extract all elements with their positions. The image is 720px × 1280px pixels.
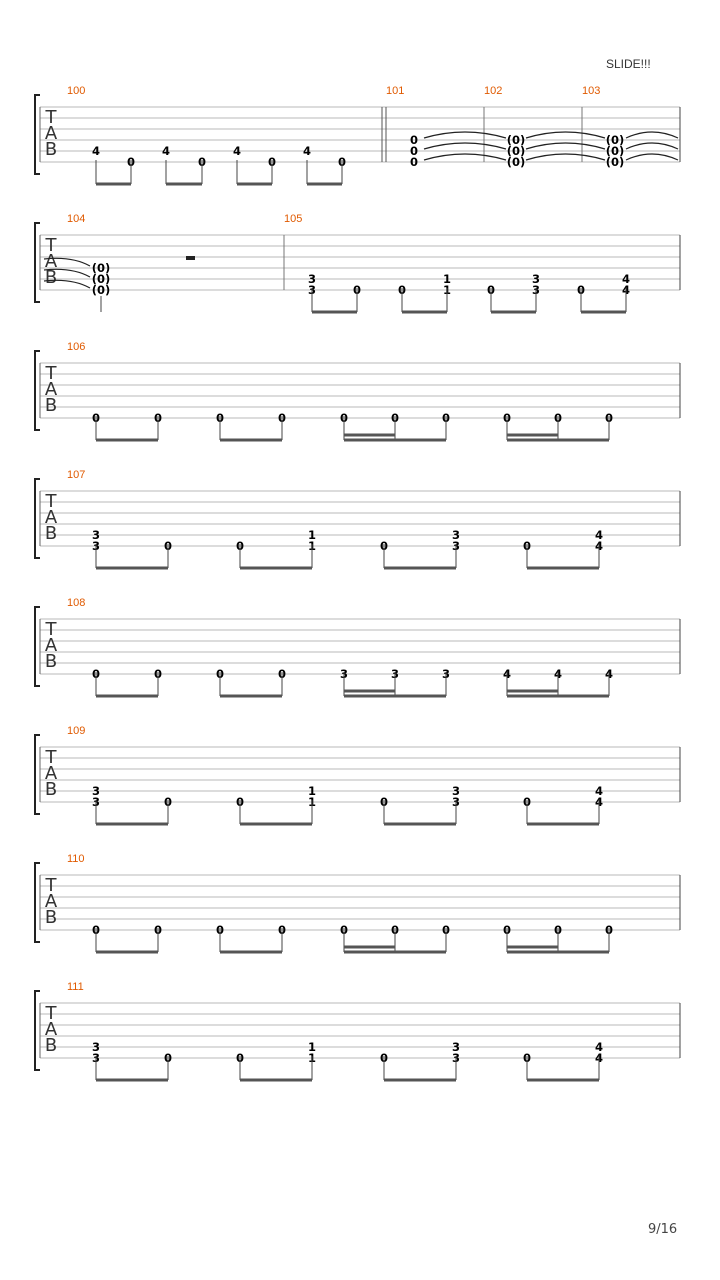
tab-clef-letter: A [44,123,58,144]
fret-number: (0) [91,272,111,286]
fret-number: 1 [442,272,452,286]
tab-clef-letter: T [45,747,57,768]
tab-clef-letter: T [45,235,57,256]
bar-number: 104 [67,213,86,225]
staff-system [35,597,680,696]
fret-number: 4 [604,667,614,681]
fret-number: 3 [307,283,317,297]
fret-number: 0 [91,923,101,937]
tab-clef-letter: B [44,1035,58,1056]
fret-number: 0 [91,411,101,425]
fret-number: 1 [442,283,452,297]
fret-number: 3 [441,667,451,681]
tie-arc [526,132,605,138]
fret-number: 4 [553,667,563,681]
tie-arc [526,143,605,149]
system-bracket [35,223,40,302]
fret-number: 0 [502,411,512,425]
fret-number: 0 [576,283,586,297]
fret-number: 3 [451,539,461,553]
fret-number: 0 [153,667,163,681]
staff-system [35,853,680,952]
tab-clef-letter: B [44,779,58,800]
tab-clef-letter: T [45,363,57,384]
fret-number: 0 [235,795,245,809]
fret-number: 4 [502,667,512,681]
fret-number: 4 [91,144,101,158]
fret-number: 1 [307,1040,317,1054]
fret-number: 0 [337,155,347,169]
fret-number: 3 [91,1051,101,1065]
system-bracket [35,863,40,942]
fret-number: 0 [163,539,173,553]
tab-clef-letter: T [45,491,57,512]
fret-number: 0 [379,539,389,553]
tab-clef-letter: T [45,1003,57,1024]
tab-clef-letter: A [44,635,58,656]
fret-number: 0 [163,1051,173,1065]
bar-number: 103 [582,85,601,97]
fret-number: 0 [390,411,400,425]
fret-number: 0 [277,411,287,425]
fret-number: 4 [594,539,604,553]
system-bracket [35,95,40,174]
tab-clef-letter: B [44,395,58,416]
fret-number: 3 [390,667,400,681]
fret-number: 4 [302,144,312,158]
tie-arc [424,143,506,149]
fret-number: 0 [604,923,614,937]
tab-clef-letter: A [44,1019,58,1040]
fret-number: 1 [307,1051,317,1065]
fret-number: 0 [553,411,563,425]
staff-system [35,725,680,824]
fret-number: 3 [91,784,101,798]
tab-clef-letter: A [44,507,58,528]
fret-number: 1 [307,528,317,542]
fret-number: 0 [502,923,512,937]
fret-number: 0 [486,283,496,297]
bar-number: 101 [386,85,405,97]
fret-number: 3 [531,283,541,297]
fret-number: (0) [506,133,526,147]
bar-number: 111 [67,981,84,993]
fret-number: 4 [594,1051,604,1065]
tab-clef-letter: B [44,523,58,544]
fret-number: 0 [153,923,163,937]
fret-number: (0) [506,144,526,158]
fret-number: 4 [594,795,604,809]
fret-number: 0 [235,1051,245,1065]
bar-number: 106 [67,341,86,353]
fret-number: 1 [307,795,317,809]
fret-number: 0 [379,795,389,809]
fret-number: 0 [379,1051,389,1065]
fret-number: 4 [232,144,242,158]
fret-number: 4 [621,272,631,286]
fret-number: 4 [594,1040,604,1054]
bar-number: 107 [67,469,86,481]
fret-number: 4 [161,144,171,158]
tab-clef-letter: T [45,875,57,896]
system-bracket [35,991,40,1070]
staff-system [35,341,680,440]
fret-number: 0 [277,667,287,681]
tab-clef-letter: A [44,763,58,784]
fret-number: 0 [409,144,419,158]
fret-number: 3 [91,1040,101,1054]
tie-arc [424,154,506,160]
fret-number: 0 [235,539,245,553]
tie-arc [626,143,678,149]
fret-number: 3 [451,784,461,798]
half-rest [186,256,195,260]
tab-clef-letter: B [44,907,58,928]
staff-system [35,85,680,184]
fret-number: (0) [605,155,625,169]
tab-clef-letter: A [44,379,58,400]
bar-number: 109 [67,725,86,737]
fret-number: 0 [409,155,419,169]
bar-number: 100 [67,85,86,97]
slide-annotation: SLIDE!!! [606,57,651,71]
fret-number: 0 [91,667,101,681]
tie-arc [626,154,678,160]
tab-clef-letter: T [45,619,57,640]
fret-number: 0 [397,283,407,297]
tab-clef-letter: B [44,267,58,288]
fret-number: 0 [522,795,532,809]
fret-number: (0) [91,283,111,297]
fret-number: 0 [339,923,349,937]
fret-number: 1 [307,539,317,553]
fret-number: 4 [621,283,631,297]
tab-clef-letter: B [44,139,58,160]
fret-number: 0 [352,283,362,297]
fret-number: 4 [594,784,604,798]
fret-number: 3 [451,528,461,542]
tab-clef-letter: T [45,107,57,128]
fret-number: 0 [163,795,173,809]
fret-number: 3 [339,667,349,681]
tab-clef-letter: B [44,651,58,672]
tab-clef-letter: A [44,891,58,912]
fret-number: 3 [451,1040,461,1054]
fret-number: 3 [91,528,101,542]
fret-number: 0 [522,539,532,553]
fret-number: 0 [197,155,207,169]
page-number: 9/16 [648,1222,678,1237]
fret-number: 3 [531,272,541,286]
fret-number: 3 [451,1051,461,1065]
fret-number: (0) [506,155,526,169]
system-bracket [35,351,40,430]
tie-arc [626,132,678,138]
fret-number: 0 [215,667,225,681]
fret-number: 0 [441,923,451,937]
fret-number: (0) [605,144,625,158]
tie-arc [526,154,605,160]
fret-number: 0 [153,411,163,425]
system-bracket [35,479,40,558]
fret-number: 0 [215,411,225,425]
staff-system [35,213,680,312]
staff-system [35,981,680,1080]
fret-number: 0 [267,155,277,169]
fret-number: 0 [604,411,614,425]
fret-number: 0 [522,1051,532,1065]
system-bracket [35,607,40,686]
fret-number: 0 [390,923,400,937]
fret-number: 4 [594,528,604,542]
bar-number: 110 [67,853,85,865]
tab-clef-letter: A [44,251,58,272]
staff-system [35,469,680,568]
bar-number: 102 [484,85,503,97]
fret-number: (0) [605,133,625,147]
fret-number: (0) [91,261,111,275]
fret-number: 3 [451,795,461,809]
fret-number: 1 [307,784,317,798]
fret-number: 0 [441,411,451,425]
tie-arc [424,132,506,138]
fret-number: 0 [339,411,349,425]
fret-number: 0 [277,923,287,937]
fret-number: 0 [409,133,419,147]
fret-number: 0 [126,155,136,169]
fret-number: 3 [307,272,317,286]
fret-number: 3 [91,539,101,553]
bar-number: 108 [67,597,86,609]
fret-number: 3 [91,795,101,809]
fret-number: 0 [553,923,563,937]
bar-number: 105 [284,213,303,225]
system-bracket [35,735,40,814]
fret-number: 0 [215,923,225,937]
